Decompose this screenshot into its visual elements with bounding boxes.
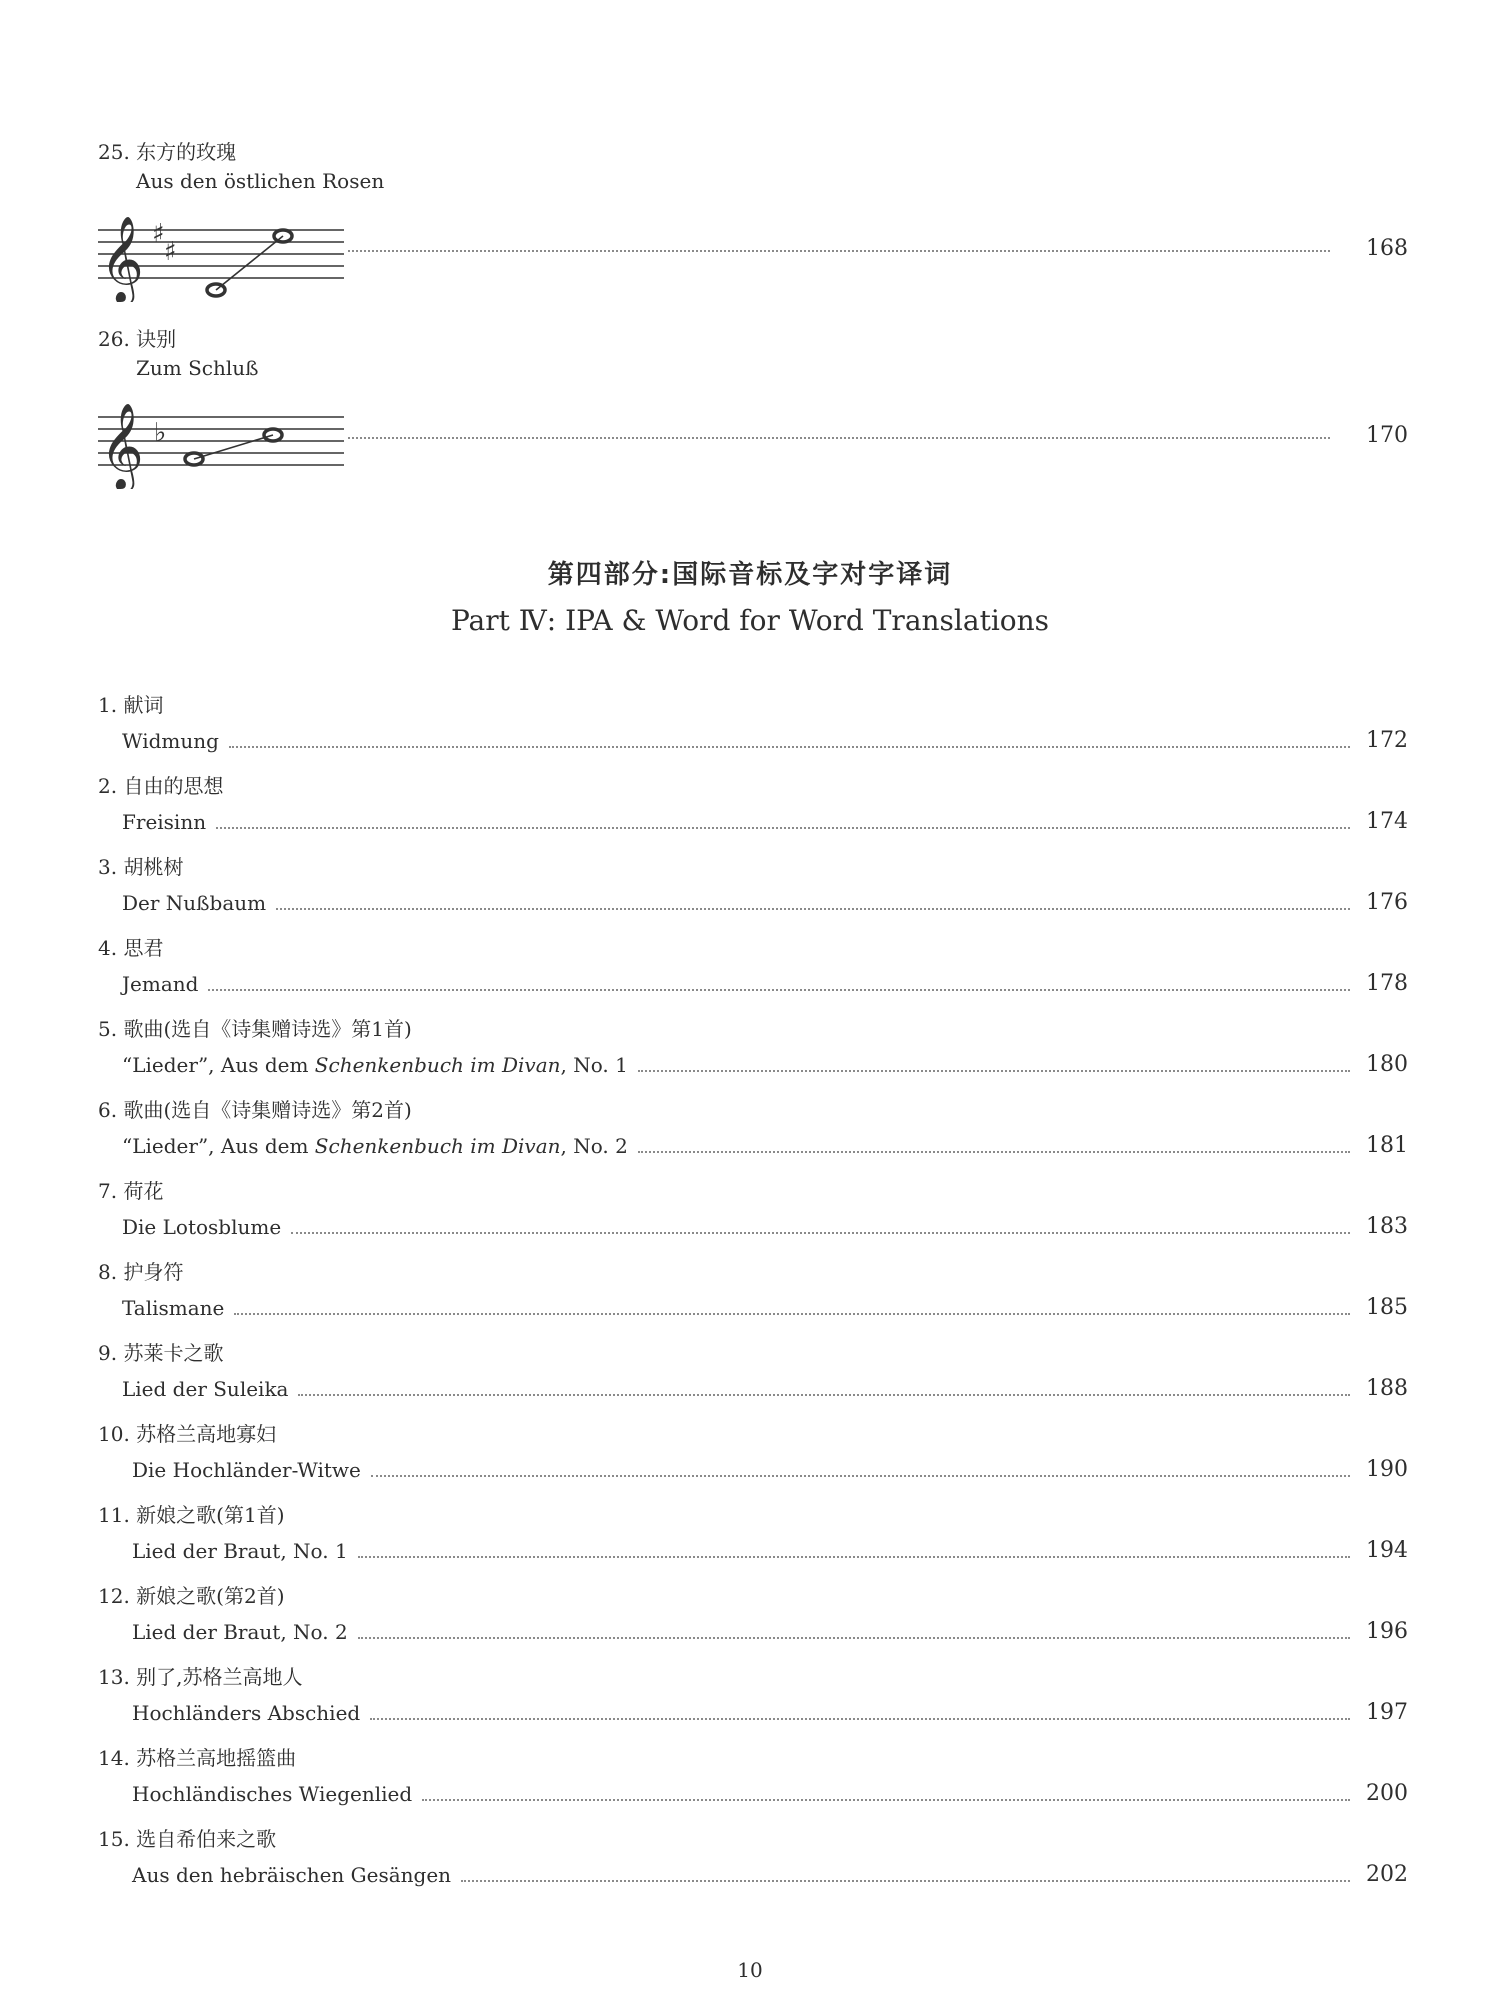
toc-page-number: 172	[1366, 728, 1408, 753]
toc-number: 12.	[98, 1584, 130, 1608]
toc-title-cn: 苏格兰高地寡妇	[136, 1422, 277, 1446]
toc-page-number: 183	[1366, 1214, 1408, 1239]
page-number-footer: 10	[737, 1958, 763, 1982]
incipit-staff-row	[98, 202, 1408, 302]
toc-page-number: 202	[1366, 1862, 1408, 1887]
toc-number: 9.	[98, 1341, 118, 1365]
toc-title-cn: 歌曲(选自《诗集赠诗选》第2首)	[123, 1098, 412, 1122]
toc-number: 7.	[98, 1179, 118, 1203]
toc-title-de-suffix: , No. 2	[560, 1134, 628, 1158]
sharp-icon: ♯	[152, 219, 165, 249]
toc-title-de: Die Lotosblume	[122, 1215, 282, 1239]
music-staff-graphic	[98, 389, 348, 489]
toc-title-de: Die Hochländer-Witwe	[132, 1458, 361, 1482]
toc-entry	[98, 1579, 1408, 1660]
dot-leader	[370, 1718, 1350, 1720]
toc-entry	[98, 1417, 1408, 1498]
toc-title-de-suffix: , No. 1	[560, 1053, 628, 1077]
toc-title-de: Jemand	[122, 972, 199, 996]
dot-leader	[422, 1799, 1350, 1801]
toc-title-de-italic: Schenkenbuch im Divan	[314, 1134, 561, 1158]
toc-page-number: 197	[1366, 1700, 1408, 1725]
dot-leader	[291, 1232, 1350, 1234]
toc-title-de: Widmung	[122, 729, 219, 753]
toc-title-de-italic: Schenkenbuch im Divan	[314, 1053, 561, 1077]
incipit-heading	[98, 138, 1408, 166]
toc-title-de	[122, 1127, 628, 1165]
section-title-en: Part Ⅳ: IPA & Word for Word Translations	[450, 604, 1050, 637]
toc-title-cn: 自由的思想	[123, 774, 224, 798]
toc-title-cn: 胡桃树	[123, 855, 184, 879]
toc-number: 1.	[98, 693, 118, 717]
toc-title-de: Lied der Braut, No. 2	[132, 1620, 348, 1644]
incipit-heading	[98, 325, 1408, 353]
incipit-entry-25	[98, 138, 1408, 302]
toc-title-cn: 荷花	[123, 1179, 164, 1203]
toc-title-cn: 苏格兰高地摇篮曲	[136, 1746, 297, 1770]
toc-entry	[98, 769, 1408, 850]
toc-title-de-prefix: “Lieder”, Aus dem	[122, 1053, 315, 1077]
incipit-staff-row	[98, 389, 1408, 489]
toc-entry	[98, 1174, 1408, 1255]
toc-page-number: 176	[1366, 890, 1408, 915]
section-heading	[0, 556, 1500, 640]
flat-icon: ♭	[154, 418, 167, 448]
toc-entry	[98, 931, 1408, 1012]
toc-title-cn: 别了,苏格兰高地人	[136, 1665, 303, 1689]
toc-title-cn: 献词	[123, 693, 164, 717]
treble-clef-icon: 𝄞	[100, 216, 144, 302]
section-title-cn: 第四部分:国际音标及字对字译词	[547, 560, 953, 590]
dot-leader	[348, 250, 1330, 252]
toc-entry	[98, 688, 1408, 769]
toc-title-cn: 思君	[123, 936, 164, 960]
toc-page-number: 180	[1366, 1052, 1408, 1077]
toc-entry	[98, 850, 1408, 931]
incipit-title-de: Zum Schluß	[136, 356, 259, 380]
dot-leader	[371, 1475, 1350, 1477]
toc-title-de: Aus den hebräischen Gesängen	[132, 1863, 452, 1887]
dot-leader	[216, 827, 1350, 829]
incipit-title-cn: 东方的玫瑰	[136, 140, 237, 164]
dot-leader	[229, 746, 1350, 748]
toc-title-de: Hochländisches Wiegenlied	[132, 1782, 413, 1806]
dot-leader	[461, 1880, 1350, 1882]
toc-number: 8.	[98, 1260, 118, 1284]
dot-leader	[348, 437, 1330, 439]
toc-entry	[98, 1012, 1408, 1093]
toc-page-number: 194	[1366, 1538, 1408, 1563]
toc-title-cn: 护身符	[123, 1260, 184, 1284]
toc-number: 4.	[98, 936, 118, 960]
toc-number: 14.	[98, 1746, 130, 1770]
toc-entry	[98, 1093, 1408, 1174]
dot-leader	[234, 1313, 1350, 1315]
toc-title-cn: 新娘之歌(第2首)	[136, 1584, 285, 1608]
toc-number: 15.	[98, 1827, 130, 1851]
toc-number: 2.	[98, 774, 118, 798]
toc-title-de: Lied der Braut, No. 1	[132, 1539, 348, 1563]
toc-entry	[98, 1336, 1408, 1417]
incipit-title-cn: 诀别	[136, 327, 177, 351]
toc-title-de: Der Nußbaum	[122, 891, 267, 915]
toc-page-number: 174	[1366, 809, 1408, 834]
incipit-entry-26	[98, 325, 1408, 489]
toc-page-number: 196	[1366, 1619, 1408, 1644]
music-staff-graphic	[98, 202, 348, 302]
incipit-page-number: 170	[1366, 423, 1408, 448]
toc-page-number: 200	[1366, 1781, 1408, 1806]
toc-number: 11.	[98, 1503, 130, 1527]
toc-number: 5.	[98, 1017, 118, 1041]
treble-clef-icon: 𝄞	[100, 403, 144, 489]
dot-leader	[358, 1556, 1350, 1558]
toc-entry	[98, 1660, 1408, 1741]
incipit-title-de: Aus den östlichen Rosen	[136, 169, 385, 193]
toc-title-de: Freisinn	[122, 810, 207, 834]
toc-page-number: 178	[1366, 971, 1408, 996]
dot-leader	[638, 1070, 1350, 1072]
dot-leader	[638, 1151, 1350, 1153]
incipit-number: 25.	[98, 140, 130, 164]
toc-entry	[98, 1255, 1408, 1336]
toc-title-de: Talismane	[122, 1296, 225, 1320]
toc-title-de-prefix: “Lieder”, Aus dem	[122, 1134, 315, 1158]
toc-page-number: 190	[1366, 1457, 1408, 1482]
dot-leader	[276, 908, 1350, 910]
toc-entry	[98, 1822, 1408, 1903]
dot-leader	[358, 1637, 1350, 1639]
toc-title-de	[122, 1046, 628, 1084]
toc-entry	[98, 1498, 1408, 1579]
toc-title-de: Hochländers Abschied	[132, 1701, 361, 1725]
toc-number: 10.	[98, 1422, 130, 1446]
sharp-icon: ♯	[164, 237, 177, 267]
toc-title-cn: 选自希伯来之歌	[136, 1827, 277, 1851]
toc-page-number: 188	[1366, 1376, 1408, 1401]
table-of-contents	[98, 688, 1408, 1903]
incipit-page-number: 168	[1366, 236, 1408, 261]
toc-entry	[98, 1741, 1408, 1822]
toc-title-cn: 歌曲(选自《诗集赠诗选》第1首)	[123, 1017, 412, 1041]
toc-number: 6.	[98, 1098, 118, 1122]
dot-leader	[298, 1394, 1350, 1396]
toc-page-number: 185	[1366, 1295, 1408, 1320]
dot-leader	[208, 989, 1350, 991]
toc-title-cn: 新娘之歌(第1首)	[136, 1503, 285, 1527]
toc-page-number: 181	[1366, 1133, 1408, 1158]
toc-number: 13.	[98, 1665, 130, 1689]
toc-title-cn: 苏莱卡之歌	[123, 1341, 224, 1365]
toc-number: 3.	[98, 855, 118, 879]
toc-title-de: Lied der Suleika	[122, 1377, 289, 1401]
incipit-number: 26.	[98, 327, 130, 351]
